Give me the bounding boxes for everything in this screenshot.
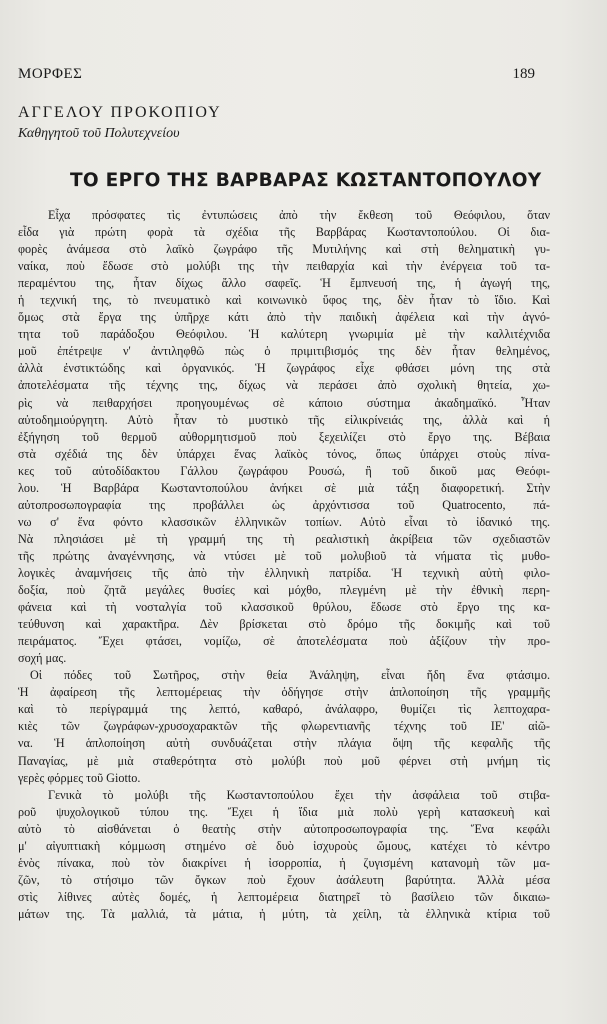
text-line: ἐξήγηση τοῦ θερμοῦ αὐθορμητισμοῦ ποὺ ξεχειλίζει στὸ ἔργο της. Βέβαια [18, 429, 550, 444]
text-line: στὰ σχέδιά της δὲν ὑπάρχει ἕνας λαϊκὸς τόνος, ὅπως ὑπάρχει στοὺς πίνα- [18, 446, 550, 461]
article-title: ΤΟ ΕΡΓΟ ΤΗΣ ΒΑΡΒΑΡΑΣ ΚΩΣΤΑΝΤΟΠΟΥΛΟΥ [70, 170, 542, 191]
page-number: 189 [512, 66, 535, 82]
text-line: τητα τοῦ παράδοξου Θεόφιλου. Ἡ καλύτερη γνωριμία μὲ τὴν καλλιτέχνιδα [18, 327, 550, 342]
text-line: Οἱ πόδες τοῦ Σωτῆρος, στὴν θεία Ἀνάληψη, εἶναι ἤδη ἕνα φτάσιμο. [30, 668, 550, 683]
text-line: ἡ τεχνική της, τὸ πνευματικὸ καὶ κοινωνικὸ ὕφος της, δὲν ἦταν τὸ ἴδιο. Καὶ [18, 293, 550, 308]
text-line: ναίκα, ποὺ ἔδωσε στὸ μολύβι της τὴν πειθαρχία καὶ τὴν ἐνέργεια τοῦ τα- [18, 259, 550, 274]
text-line: αὐτοπροσωπογραφία της προβάλλει ὡς ἀρχόντισσα τοῦ Quatrocento, πά- [18, 497, 550, 512]
text-line: κιὲς τῶν ζωγράφων-χρυσοχαρακτῶν τῆς φλωρεντιανῆς τέχνης τοῦ ΙΕ' αἰῶ- [18, 719, 550, 734]
text-line: γερὲς φόρμες τοῦ Giotto. [18, 770, 141, 785]
text-line: εἶδα γιὰ πρώτη φορὰ τὰ σχέδια τῆς Βαρβάρας Κωσταντοπούλου. Οἱ δια- [18, 225, 550, 240]
text-line: ροῦ ψυχολογικοῦ τύπου της. Ἔχει ἡ ἴδια μιὰ πολὺ γερὴ κατασκευὴ καὶ [18, 804, 550, 819]
text-line: αὐτὸ τὸ αἰσθάνεται ὁ θεατὴς στὴν αὐτοπροσωπογραφία της. Ἕνα κεφάλι [18, 821, 550, 836]
text-line: Νὰ πλησιάσει μὲ τὴ γραμμή της τὴ ρεαλιστικὴ ἀκρίβεια τῶν σχεδιαστῶν [18, 531, 550, 546]
text-line: στὶς λίθινες αὐτὲς δομές, ἡ λεπτομέρεια διατηρεῖ τὸ βασίλειο τῶν δικαιω- [18, 889, 550, 904]
text-line: ὅμως στὰ ἔργα της ὑπῆρχε κάτι ἀπὸ τὴν παιδικὴ ἀφέλεια καὶ τὴν ἀγνό- [18, 310, 550, 325]
text-line: Εἶχα πρόσφατες τὶς ἐντυπώσεις ἀπὸ τὴν ἔκθεση τοῦ Θεόφιλου, ὅταν [48, 208, 550, 222]
text-line: Ἡ ἀφαίρεση τῆς λεπτομέρειας τὴν ὁδήγησε στὴν ἁπλοποίηση τῆς γραμμῆς [18, 685, 550, 700]
author-title: Καθηγητοῦ τοῦ Πολυτεχνείου [18, 126, 180, 141]
text-line: λου. Ἡ Βαρβάρα Κωσταντοπούλου ἀνήκει σὲ μιὰ τάξη διαφορετική. Στὴν [18, 480, 550, 495]
text-line: ρὶς νὰ πειθαρχήσει προηγουμένως σὲ κάποιο σύστημα ἀκαδημαϊκό. Ἦταν [18, 395, 550, 410]
text-line: λογικὲς ἀναμνήσεις τῆς ἀπὸ τὴν ἑλληνικὴ πατρίδα. Ἡ τεχνικὴ αὐτὴ φιλο- [18, 565, 550, 580]
text-line: Παναγίας, μὲ μιὰ σταθερότητα στὸ μολύβι ποὺ μοῦ φέρνει στὴ μνήμη τὶς [18, 753, 550, 768]
text-line: Γενικὰ τὸ μολύβι τῆς Κωσταντοπούλου ἔχει τὴν ἀσφάλεια τοῦ στιβα- [48, 787, 550, 802]
text-line: σοχή μας. [18, 651, 67, 666]
running-head: ΜΟΡΦΕΣ [18, 66, 83, 82]
text-line: φάνεια καὶ τὴ νοσταλγία τοῦ κλασσικοῦ θρύλου, ἔδωσε στὸ ἔργο της κα- [18, 600, 550, 615]
text-line: δοξία, ποὺ ζητᾶ μεγάλες θυσίες καὶ μόχθο, πλεγμένη μὲ τὴν ἐθνικὴ περη- [18, 583, 550, 598]
text-line: τῆς πρώτης ἀναγέννησης, νὰ ντύσει μὲ τοῦ μολυβιοῦ τὰ νήματα τὶς μυθο- [18, 548, 550, 563]
text-line: μάτων της. Τὰ μαλλιά, τὰ μάτια, ἡ μύτη, τὰ χείλη, τὰ ἑλληνικὰ κτίρια τοῦ [18, 906, 550, 921]
article-body [18, 207, 550, 923]
text-line: μοῦ ἐπέτρεψε ν' ἀντιληφθῶ πὼς ὁ πριμιτιβισμός της δὲν ἦταν θελημένος, [18, 344, 550, 359]
text-line: ἀλλὰ ἐνστικτώδης καὶ ὀργανικός. Ἡ ζωγράφος εἶχε φθάσει μόνη της στὰ [18, 361, 550, 376]
text-line: κες τοῦ αὐτοδίδακτου Γάλλου ζωγράφου Ρουσώ, ἢ τοῦ δικοῦ μας Θεόφι- [18, 463, 550, 478]
text-line: τεύθυνση καὶ χαρακτῆρα. Δὲν βρίσκεται στὸ δρόμο τῆς δοκιμῆς καὶ τοῦ [18, 617, 550, 632]
text-line: καὶ τὸ περίγραμμά της λεπτό, καθαρό, ἀνάλαφρο, θυμίζει τὶς λεπτοχαρα- [18, 702, 550, 717]
text-line: ἀποτελέσματα τῆς τέχνης της, δίχως νὰ περάσει ἀπὸ σχολικὴ θητεία, χω- [18, 378, 550, 393]
text-line: αὐτοδημιούργητη. Αὐτὸ ἦταν τὸ μυστικὸ τῆς εἰλικρίνειάς της, ἀλλὰ καὶ ἡ [18, 412, 550, 427]
text-line: ζῶν, τὸ στήσιμο τῶν ὄγκων ποὺ ἔχουν ἀσάλευτη βαρύτητα. Ἀλλὰ μέσα [18, 872, 550, 887]
text-line: νω σ' ἕνα φόντο κλασσικῶν ἑλληνικῶν τοπίων. Αὐτὸ εἶναι τὸ ἰδανικό της. [18, 514, 550, 529]
text-line: περαμέντου της, ἦταν δίχως ἄλλο σαφεῖς. Ἡ ἔμπνευσή της, ἡ ἀγωγή της, [18, 276, 550, 291]
text-line: φορὲς ἀνάμεσα στὸ λαϊκὸ ζωγράφο τῆς Μυτιλήνης καὶ στὴ θεληματικὴ γυ- [18, 242, 550, 257]
text-line: να. Ἡ ἁπλοποίηση αὐτὴ συνδυάζεται στὴν πλάγια ὄψη τῆς κεφαλῆς τῆς [18, 736, 550, 751]
author-name: ΑΓΓΕΛΟΥ ΠΡΟΚΟΠΙΟΥ [18, 104, 222, 121]
text-line: μ' αἰγυπτιακὴ κόμμωση στημένο σὲ δυὸ ἰσχυροὺς ὤμους, κατέχει τὸ κέντρο [18, 838, 550, 853]
text-line: ἑνὸς πίνακα, ποὺ τὸν διακρίνει ἡ ἰσορροπία, ἡ ζυγισμένη κατανομὴ τῶν μα- [18, 855, 550, 870]
text-line: πειράματος. Ἔχει φτάσει, νομίζω, σὲ ἀποτελέσματα ποὺ ἀξίζουν τὴν προ- [18, 634, 550, 649]
